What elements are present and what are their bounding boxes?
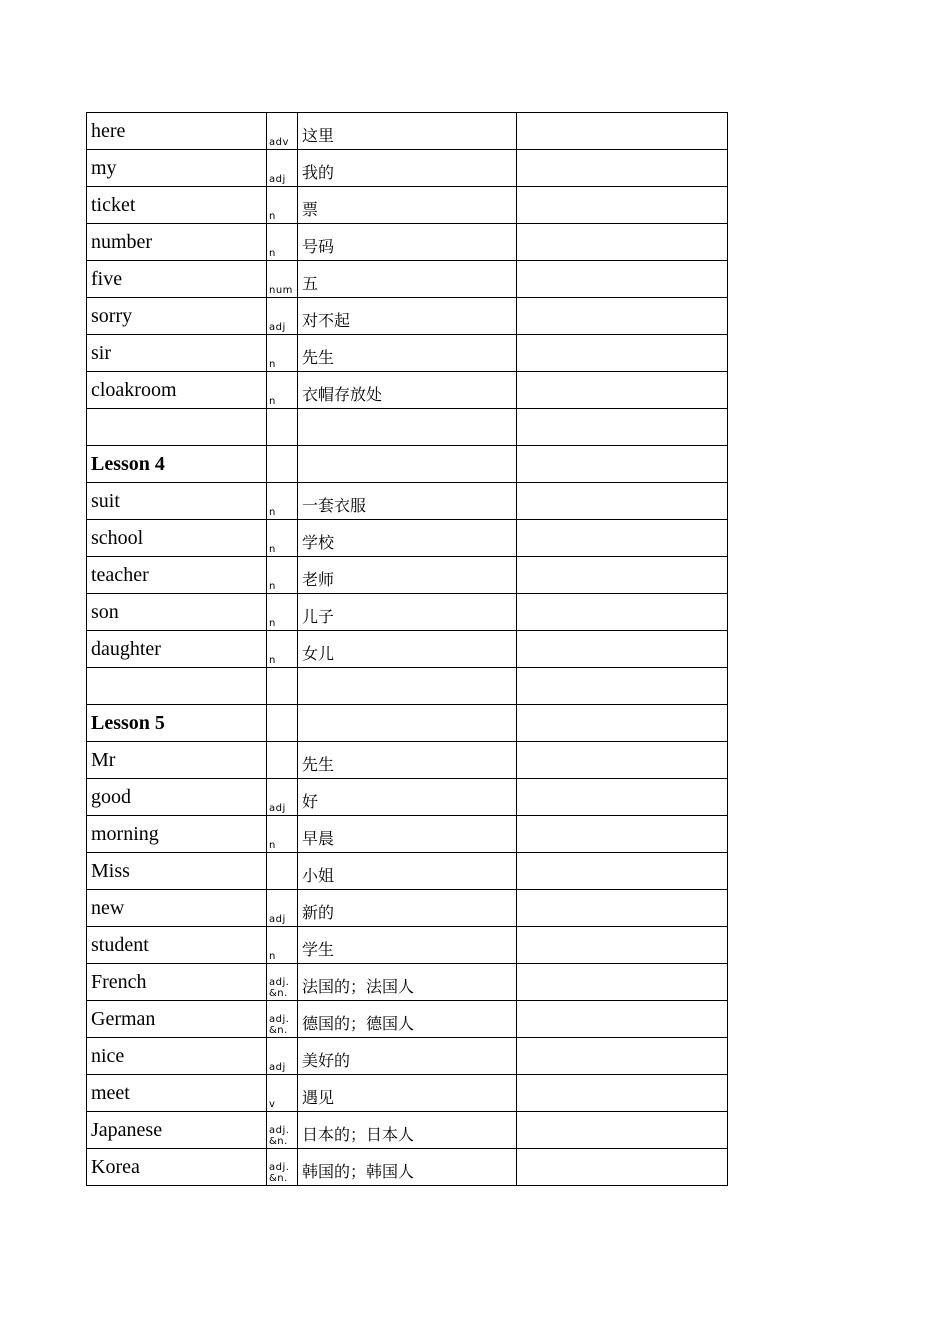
empty-note-cell [517, 261, 728, 298]
meaning-cell [298, 298, 517, 335]
chinese-meaning: 老师 [302, 570, 335, 589]
meaning-cell [298, 1112, 517, 1149]
meaning-cell [298, 483, 517, 520]
chinese-meaning: 儿子 [302, 607, 335, 626]
part-of-speech: n [269, 655, 276, 666]
part-of-speech-cell [267, 890, 298, 927]
part-of-speech-cell [267, 224, 298, 261]
part-of-speech-cell [267, 261, 298, 298]
empty-note-cell [517, 631, 728, 668]
english-word: sir [91, 342, 111, 364]
vocabulary-table-body [87, 113, 728, 1186]
vocabulary-table [86, 112, 728, 1186]
english-word: Mr [91, 749, 116, 771]
chinese-meaning: 学校 [302, 533, 335, 552]
meaning-cell [298, 705, 517, 742]
part-of-speech: v [269, 1099, 276, 1110]
empty-note-cell [517, 705, 728, 742]
english-word [87, 668, 266, 675]
word-cell [87, 742, 267, 779]
part-of-speech-cell [267, 779, 298, 816]
english-word: French [91, 971, 147, 993]
table-row [87, 631, 728, 668]
part-of-speech-cell [267, 853, 298, 890]
word-cell [87, 557, 267, 594]
meaning-cell [298, 1001, 517, 1038]
chinese-meaning: 先生 [302, 348, 335, 367]
part-of-speech: adj. &n. [269, 1014, 290, 1036]
part-of-speech: adj. &n. [269, 1125, 290, 1147]
word-cell [87, 150, 267, 187]
chinese-meaning: 我的 [302, 163, 335, 182]
empty-note-cell [517, 742, 728, 779]
meaning-cell [298, 964, 517, 1001]
table-row [87, 1038, 728, 1075]
empty-note-cell [517, 1001, 728, 1038]
table-row [87, 890, 728, 927]
meaning-cell [298, 890, 517, 927]
table-row [87, 779, 728, 816]
table-row [87, 816, 728, 853]
part-of-speech-cell [267, 1075, 298, 1112]
empty-note-cell [517, 890, 728, 927]
word-cell [87, 1075, 267, 1112]
empty-note-cell [517, 779, 728, 816]
word-cell [87, 927, 267, 964]
chinese-meaning: 学生 [302, 940, 335, 959]
chinese-meaning: 一套衣服 [302, 496, 367, 515]
part-of-speech: adj [269, 174, 286, 185]
meaning-cell [298, 261, 517, 298]
word-cell [87, 816, 267, 853]
table-row [87, 409, 728, 446]
word-cell [87, 890, 267, 927]
table-row [87, 335, 728, 372]
word-cell [87, 520, 267, 557]
empty-note-cell [517, 150, 728, 187]
table-row [87, 187, 728, 224]
english-word: meet [91, 1082, 130, 1104]
empty-note-cell [517, 224, 728, 261]
word-cell [87, 113, 267, 150]
english-word: teacher [91, 564, 149, 586]
part-of-speech-cell [267, 816, 298, 853]
part-of-speech-cell [267, 631, 298, 668]
english-word: good [91, 786, 131, 808]
word-cell [87, 372, 267, 409]
empty-note-cell [517, 113, 728, 150]
table-row [87, 150, 728, 187]
word-cell [87, 1001, 267, 1038]
english-word: daughter [91, 638, 161, 660]
empty-note-cell [517, 372, 728, 409]
part-of-speech: adj. &n. [269, 977, 290, 999]
table-row [87, 964, 728, 1001]
chinese-meaning: 韩国的；韩国人 [302, 1162, 415, 1181]
empty-note-cell [517, 446, 728, 483]
meaning-cell [298, 853, 517, 890]
english-word: cloakroom [91, 379, 177, 401]
chinese-meaning: 号码 [302, 237, 335, 256]
word-cell [87, 1149, 267, 1186]
table-row [87, 668, 728, 705]
empty-note-cell [517, 335, 728, 372]
english-word: sorry [91, 305, 133, 327]
part-of-speech-cell [267, 668, 298, 705]
empty-note-cell [517, 816, 728, 853]
chinese-meaning: 遇见 [302, 1088, 335, 1107]
meaning-cell [298, 742, 517, 779]
word-cell [87, 483, 267, 520]
word-cell [87, 668, 267, 705]
part-of-speech: adv [269, 137, 289, 148]
word-cell [87, 335, 267, 372]
part-of-speech-cell [267, 520, 298, 557]
part-of-speech-cell [267, 335, 298, 372]
english-word: five [91, 268, 123, 290]
chinese-meaning: 衣帽存放处 [302, 385, 383, 404]
meaning-cell [298, 927, 517, 964]
english-word: here [91, 120, 126, 142]
english-word: nice [91, 1045, 125, 1067]
table-row [87, 261, 728, 298]
empty-note-cell [517, 409, 728, 446]
chinese-meaning: 好 [302, 792, 319, 811]
meaning-cell [298, 631, 517, 668]
part-of-speech-cell [267, 113, 298, 150]
part-of-speech: num [269, 285, 293, 296]
meaning-cell [298, 557, 517, 594]
empty-note-cell [517, 594, 728, 631]
part-of-speech: n [269, 840, 276, 851]
part-of-speech-cell [267, 1001, 298, 1038]
word-cell [87, 261, 267, 298]
english-word: school [91, 527, 144, 549]
word-cell [87, 1038, 267, 1075]
word-cell [87, 705, 267, 742]
table-row [87, 298, 728, 335]
meaning-cell [298, 409, 517, 446]
part-of-speech: adj. &n. [269, 1162, 290, 1184]
word-cell [87, 187, 267, 224]
english-word: new [91, 897, 125, 919]
meaning-cell [298, 1038, 517, 1075]
word-cell [87, 853, 267, 890]
part-of-speech-cell [267, 446, 298, 483]
chinese-meaning: 对不起 [302, 311, 351, 330]
english-word: student [91, 934, 149, 956]
meaning-cell [298, 113, 517, 150]
part-of-speech-cell [267, 409, 298, 446]
part-of-speech: n [269, 544, 276, 555]
meaning-cell [298, 150, 517, 187]
part-of-speech-cell [267, 1038, 298, 1075]
empty-note-cell [517, 1149, 728, 1186]
english-word: Miss [91, 860, 130, 882]
empty-note-cell [517, 1038, 728, 1075]
part-of-speech: n [269, 396, 276, 407]
word-cell [87, 594, 267, 631]
empty-note-cell [517, 483, 728, 520]
lesson-title: Lesson 5 [91, 712, 165, 734]
word-cell [87, 631, 267, 668]
part-of-speech-cell [267, 1112, 298, 1149]
meaning-cell [298, 779, 517, 816]
word-cell [87, 779, 267, 816]
part-of-speech: adj [269, 1062, 286, 1073]
part-of-speech-cell [267, 298, 298, 335]
table-row [87, 1075, 728, 1112]
chinese-meaning: 这里 [302, 126, 335, 145]
english-word: Japanese [91, 1119, 163, 1141]
chinese-meaning: 法国的；法国人 [302, 977, 415, 996]
word-cell [87, 446, 267, 483]
meaning-cell [298, 1075, 517, 1112]
table-row [87, 372, 728, 409]
table-row [87, 594, 728, 631]
empty-note-cell [517, 853, 728, 890]
word-cell [87, 298, 267, 335]
word-cell [87, 964, 267, 1001]
meaning-cell [298, 446, 517, 483]
part-of-speech-cell [267, 705, 298, 742]
part-of-speech: n [269, 359, 276, 370]
part-of-speech: adj [269, 914, 286, 925]
empty-note-cell [517, 557, 728, 594]
table-row [87, 853, 728, 890]
part-of-speech: adj [269, 803, 286, 814]
part-of-speech: n [269, 618, 276, 629]
part-of-speech-cell [267, 483, 298, 520]
part-of-speech: adj [269, 322, 286, 333]
part-of-speech: n [269, 248, 276, 259]
table-row [87, 1149, 728, 1186]
chinese-meaning: 日本的；日本人 [302, 1125, 415, 1144]
chinese-meaning: 早晨 [302, 829, 335, 848]
empty-note-cell [517, 668, 728, 705]
meaning-cell [298, 187, 517, 224]
part-of-speech-cell [267, 557, 298, 594]
table-row [87, 927, 728, 964]
meaning-cell [298, 668, 517, 705]
chinese-meaning: 新的 [302, 903, 335, 922]
english-word: number [91, 231, 153, 253]
english-word: ticket [91, 194, 136, 216]
table-row [87, 742, 728, 779]
empty-note-cell [517, 298, 728, 335]
part-of-speech-cell [267, 372, 298, 409]
meaning-cell [298, 520, 517, 557]
part-of-speech-cell [267, 964, 298, 1001]
lesson-title: Lesson 4 [91, 453, 165, 475]
english-word: Korea [91, 1156, 140, 1178]
chinese-meaning: 德国的；德国人 [302, 1014, 415, 1033]
meaning-cell [298, 594, 517, 631]
chinese-meaning: 女儿 [302, 644, 335, 663]
empty-note-cell [517, 1075, 728, 1112]
part-of-speech: n [269, 211, 276, 222]
word-cell [87, 409, 267, 446]
word-cell [87, 224, 267, 261]
table-row [87, 483, 728, 520]
english-word: German [91, 1008, 156, 1030]
part-of-speech-cell [267, 594, 298, 631]
english-word: son [91, 601, 119, 623]
meaning-cell [298, 224, 517, 261]
english-word: suit [91, 490, 120, 512]
table-row [87, 1001, 728, 1038]
empty-note-cell [517, 964, 728, 1001]
part-of-speech: n [269, 951, 276, 962]
table-row [87, 224, 728, 261]
meaning-cell [298, 816, 517, 853]
chinese-meaning: 五 [302, 274, 319, 293]
part-of-speech: n [269, 581, 276, 592]
table-row [87, 113, 728, 150]
part-of-speech-cell [267, 742, 298, 779]
lesson-heading-row [87, 446, 728, 483]
part-of-speech-cell [267, 150, 298, 187]
chinese-meaning: 票 [302, 200, 319, 219]
word-cell [87, 1112, 267, 1149]
english-word: morning [91, 823, 159, 845]
part-of-speech-cell [267, 1149, 298, 1186]
empty-note-cell [517, 1112, 728, 1149]
table-row [87, 557, 728, 594]
table-row [87, 520, 728, 557]
empty-note-cell [517, 187, 728, 224]
english-word: my [91, 157, 117, 179]
meaning-cell [298, 335, 517, 372]
meaning-cell [298, 372, 517, 409]
part-of-speech-cell [267, 187, 298, 224]
lesson-heading-row [87, 705, 728, 742]
chinese-meaning: 先生 [302, 755, 335, 774]
chinese-meaning: 小姐 [302, 866, 335, 885]
empty-note-cell [517, 520, 728, 557]
chinese-meaning: 美好的 [302, 1051, 351, 1070]
part-of-speech: n [269, 507, 276, 518]
table-row [87, 1112, 728, 1149]
english-word [87, 409, 266, 416]
meaning-cell [298, 1149, 517, 1186]
empty-note-cell [517, 927, 728, 964]
part-of-speech-cell [267, 927, 298, 964]
